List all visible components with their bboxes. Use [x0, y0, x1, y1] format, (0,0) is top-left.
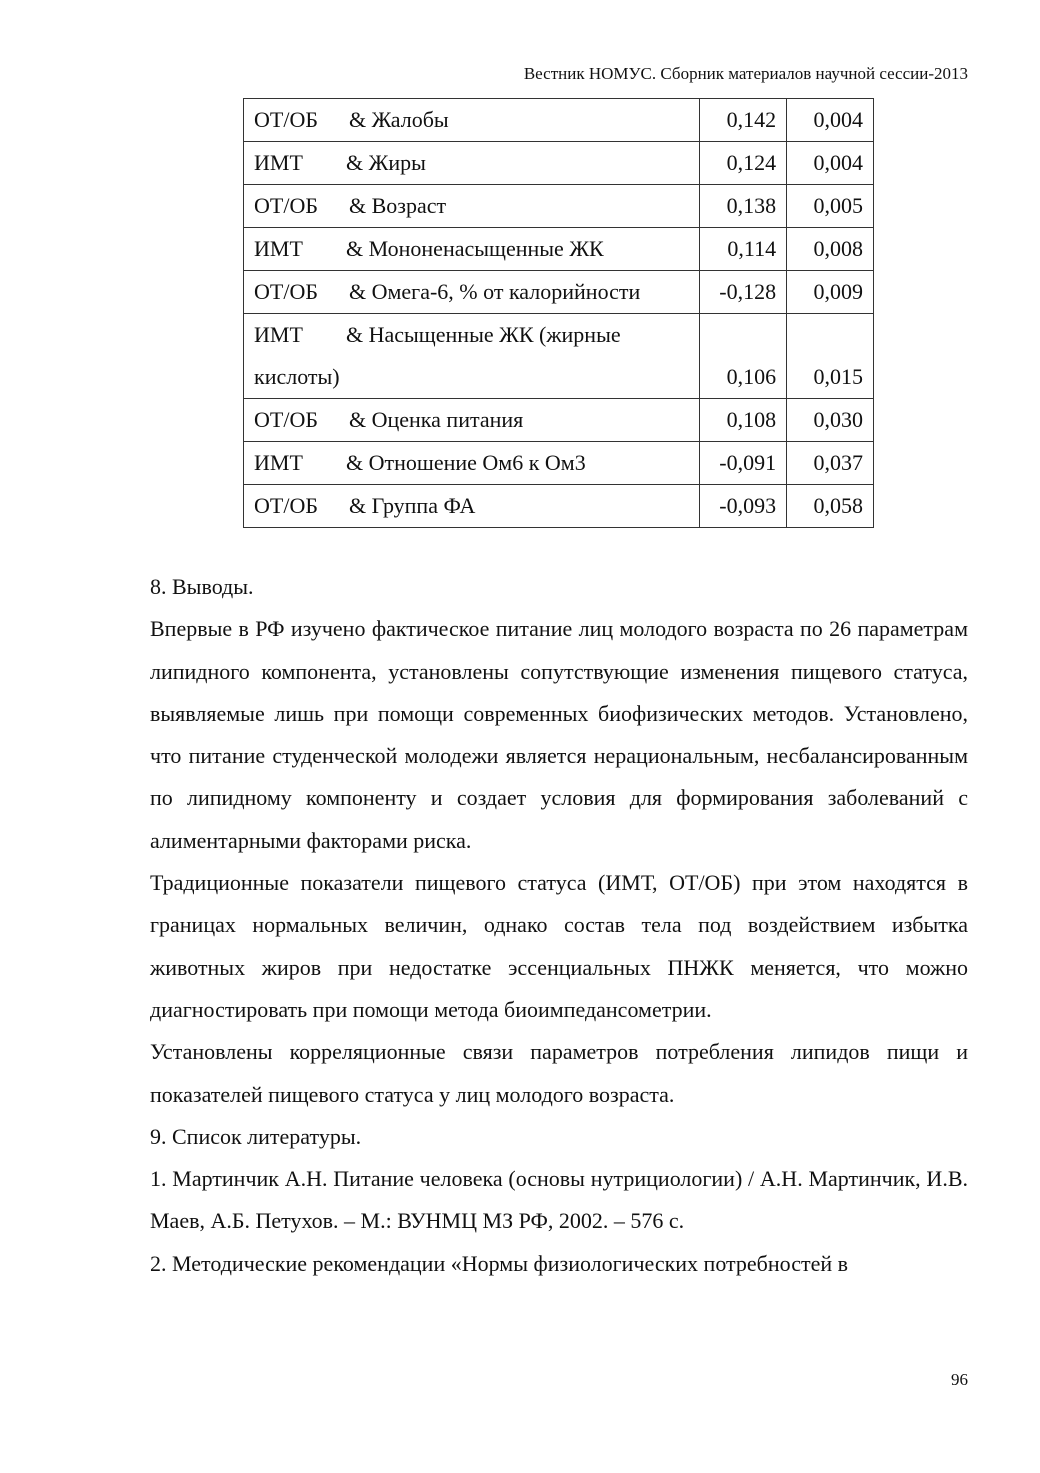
variable-name: ОТ/ОБ [254, 407, 318, 432]
variable-name: ИМТ [254, 150, 303, 175]
table-row [244, 99, 874, 142]
table-cell-r: 0,124 [700, 142, 787, 185]
table-cell-r: -0,128 [700, 271, 787, 314]
variable-name: ОТ/ОБ [254, 279, 318, 304]
table-cell-r: -0,093 [700, 485, 787, 528]
table-cell-p: 0,008 [787, 228, 874, 271]
feature-name: & Насыщенные ЖК (жирные [346, 322, 621, 347]
table-cell-feature [244, 314, 700, 399]
paragraph: Впервые в РФ изучено фактическое питание лиц молодого возраста по 26 параметрам липидного компонента, установлены сопутствующие изменения пищевого статуса, выявляемые лишь при помощи современных биофизических методов. Установлено, что питание студенческой молодежи является нерациональным, несбалансированным по липидному компоненту и создает условия для формирования заболеваний с алиментарными факторами риска. [150, 616, 968, 853]
table-cell-p: 0,037 [787, 442, 874, 485]
table-cell-feature [244, 142, 700, 185]
table-cell-r: 0,138 [700, 185, 787, 228]
table-cell-p: 0,009 [787, 271, 874, 314]
feature-name: & Омега-6, % от калорийности [349, 279, 641, 304]
table-cell-p: 0,005 [787, 185, 874, 228]
section-heading-references: 9. Список литературы. [150, 1123, 362, 1149]
section-heading-conclusions: 8. Выводы. [150, 574, 254, 599]
variable-name: ОТ/ОБ [254, 493, 318, 518]
main-text [150, 566, 968, 1285]
variable-name: ИМТ [254, 450, 303, 475]
table-row [244, 485, 874, 528]
table-cell-r: 0,114 [700, 228, 787, 271]
table-row [244, 271, 874, 314]
variable-name: ИМТ [254, 322, 303, 347]
table-cell-feature [244, 485, 700, 528]
table-row [244, 399, 874, 442]
table-cell-r: 0,108 [700, 399, 787, 442]
feature-name: & Жиры [346, 150, 426, 175]
feature-name: & Оценка питания [349, 407, 524, 432]
table-cell-p: 0,030 [787, 399, 874, 442]
table-cell-p: 0,015 [787, 314, 874, 399]
reference-item: 1. Мартинчик А.Н. Питание человека (основы нутрициологии) / А.Н. Мартинчик, И.В. Маев, А.Б. Петухов. – М.: ВУНМЦ МЗ РФ, 2002. – 576 с. [150, 1166, 968, 1234]
table-row [244, 185, 874, 228]
feature-name: & Мононенасыщенные ЖК [346, 236, 604, 261]
paragraph: Традиционные показатели пищевого статуса (ИМТ, ОТ/ОБ) при этом находятся в границах нормальных величин, однако состав тела под воздействием избытка животных жиров при недостатке эссенциальных ПНЖК меняется, что можно диагностировать при помощи метода биоимпедансометрии. [150, 870, 968, 1022]
table-row [244, 142, 874, 185]
table-cell-r: 0,142 [700, 99, 787, 142]
variable-name: ОТ/ОБ [254, 193, 318, 218]
table-cell-feature [244, 228, 700, 271]
table-cell-feature [244, 99, 700, 142]
feature-name: & Отношение Ом6 к Ом3 [346, 450, 586, 475]
table-cell-feature [244, 442, 700, 485]
table-cell-feature [244, 399, 700, 442]
table-cell-p: 0,058 [787, 485, 874, 528]
running-header: Вестник НОМУС. Сборник материалов научной сессии-2013 [523, 64, 968, 83]
reference-item: 2. Методические рекомендации «Нормы физиологических потребностей в [150, 1250, 849, 1276]
table-cell-feature [244, 271, 700, 314]
table-cell-p: 0,004 [787, 99, 874, 142]
table-row [244, 314, 874, 399]
correlation-table [243, 98, 874, 528]
feature-name: & Жалобы [349, 107, 449, 132]
paragraph: Установлены корреляционные связи параметров потребления липидов пищи и показателей пищевого статуса у лиц молодого возраста. [150, 1039, 968, 1107]
variable-name: ОТ/ОБ [254, 107, 318, 132]
table-cell-p: 0,004 [787, 142, 874, 185]
feature-name-continued: кислоты) [254, 364, 340, 389]
feature-name: & Группа ФА [349, 493, 476, 518]
variable-name: ИМТ [254, 236, 303, 261]
table-row [244, 228, 874, 271]
table-cell-feature [244, 185, 700, 228]
feature-name: & Возраст [349, 193, 447, 218]
table-cell-r: 0,106 [700, 314, 787, 399]
table-row [244, 442, 874, 485]
page-number: 96 [951, 1370, 968, 1389]
table-cell-r: -0,091 [700, 442, 787, 485]
